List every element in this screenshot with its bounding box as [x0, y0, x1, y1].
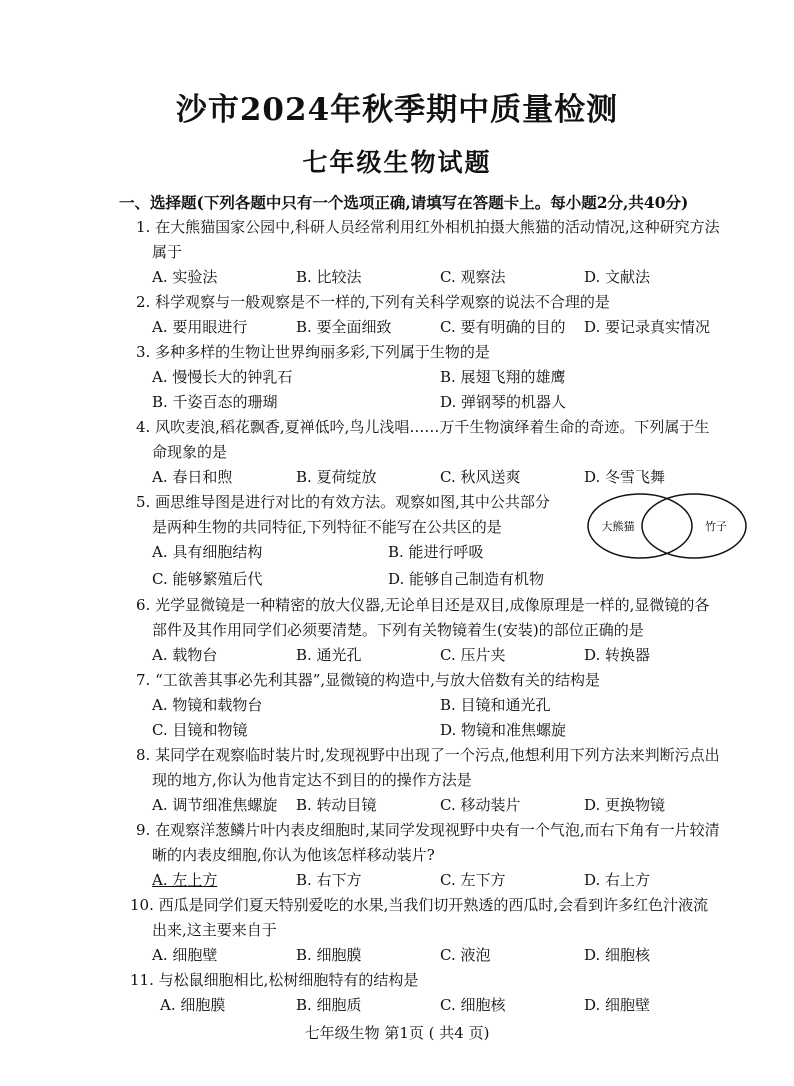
q5-option-d: D. 能够自己制造有机物 — [388, 570, 545, 588]
q9-option-d: D. 右上方 — [584, 871, 651, 889]
question-6-text-cont: 部件及其作用同学们必须要清楚。下列有关物镜着生(安装)的部位正确的是 — [152, 621, 644, 639]
q1-option-b: B. 比较法 — [296, 268, 362, 286]
question-9-text: 9. 在观察洋葱鳞片叶内表皮细胞时,某同学发现视野中央有一个气泡,而右下角有一片较清 — [136, 821, 720, 839]
q6-option-d: D. 转换器 — [584, 646, 651, 664]
question-2-text: 2. 科学观察与一般观察是不一样的,下列有关科学观察的说法不合理的是 — [136, 293, 610, 311]
question-5-text-cont: 是两种生物的共同特征,下列特征不能写在公共区的是 — [152, 518, 502, 536]
exam-title: 沙市2024年秋季期中质量检测 — [175, 92, 619, 128]
venn-right-circle — [642, 494, 746, 558]
page-footer: 七年级生物 第1页 ( 共4 页) — [304, 1024, 490, 1042]
q2-option-b: B. 要全面细致 — [296, 318, 392, 336]
q11-option-b: B. 细胞质 — [296, 996, 362, 1014]
q10-option-d: D. 细胞核 — [584, 946, 651, 964]
q1-option-c: C. 观察法 — [440, 268, 506, 286]
q4-option-b: B. 夏荷绽放 — [296, 468, 377, 486]
question-1-text: 1. 在大熊猫国家公园中,科研人员经常利用红外相机拍摄大熊猫的活动情况,这种研究方法 — [136, 218, 720, 236]
q10-option-b: B. 细胞膜 — [296, 946, 362, 964]
q1-option-d: D. 文献法 — [584, 268, 651, 286]
q7-option-c: C. 目镜和物镜 — [152, 721, 248, 739]
q10-option-c: C. 液泡 — [440, 946, 491, 964]
venn-diagram — [586, 492, 748, 560]
q2-option-a: A. 要用眼进行 — [152, 318, 248, 336]
q3-option-d: D. 弹钢琴的机器人 — [440, 393, 567, 411]
question-6-text: 6. 光学显微镜是一种精密的放大仪器,无论单目还是双目,成像原理是一样的,显微镜的各 — [136, 596, 710, 614]
q11-option-d: D. 细胞壁 — [584, 996, 651, 1014]
question-10-text: 10. 西瓜是同学们夏天特别爱吃的水果,当我们切开熟透的西瓜时,会看到许多红色汁液流 — [130, 896, 709, 914]
question-8-text-cont: 现的地方,你认为他肯定达不到目的的操作方法是 — [152, 771, 472, 789]
q6-option-c: C. 压片夹 — [440, 646, 506, 664]
q2-option-d: D. 要记录真实情况 — [584, 318, 711, 336]
q11-option-a: A. 细胞膜 — [160, 996, 226, 1014]
q10-option-a: A. 细胞壁 — [152, 946, 218, 964]
question-4-text-cont: 命现象的是 — [152, 443, 228, 461]
q3-option-b: B. 展翅飞翔的雄鹰 — [440, 368, 566, 386]
q8-option-a: A. 调节细准焦螺旋 — [152, 796, 278, 814]
q5-option-c: C. 能够繁殖后代 — [152, 570, 263, 588]
section-heading: 一、选择题(下列各题中只有一个选项正确,请填写在答题卡上。每小题2分,共40分) — [119, 193, 689, 212]
venn-right-label: 竹子 — [705, 520, 727, 533]
question-4-text: 4. 风吹麦浪,稻花飘香,夏禅低吟,鸟儿浅唱……万千生物演绎着生命的奇迹。下列属于生 — [136, 418, 710, 436]
question-1-text-cont: 属于 — [152, 243, 183, 261]
q11-option-c: C. 细胞核 — [440, 996, 506, 1014]
question-7-text: 7. “工欲善其事必先利其器”,显微镜的构造中,与放大倍数有关的结构是 — [136, 671, 600, 689]
q3-option-a: A. 慢慢长大的钟乳石 — [152, 368, 293, 386]
q9-option-b: B. 右下方 — [296, 871, 362, 889]
q4-option-a: A. 春日和煦 — [152, 468, 233, 486]
q6-option-a: A. 载物台 — [152, 646, 218, 664]
q3-option-c: B. 千姿百态的珊瑚 — [152, 393, 278, 411]
question-11-text: 11. 与松鼠细胞相比,松树细胞特有的结构是 — [130, 971, 419, 989]
q7-option-a: A. 物镜和载物台 — [152, 696, 263, 714]
q1-option-a: A. 实验法 — [152, 268, 218, 286]
q4-option-c: C. 秋风送爽 — [440, 468, 521, 486]
q9-option-a: A. 左上方 — [152, 871, 218, 889]
exam-subtitle: 七年级生物试题 — [302, 148, 492, 177]
q5-option-a: A. 具有细胞结构 — [152, 543, 263, 561]
q7-option-d: D. 物镜和准焦螺旋 — [440, 721, 567, 739]
question-5-text: 5. 画思维导图是进行对比的有效方法。观察如图,其中公共部分 — [136, 493, 550, 511]
q8-option-d: D. 更换物镜 — [584, 796, 666, 814]
question-9-text-cont: 晰的内表皮细胞,你认为他该怎样移动装片? — [152, 846, 435, 864]
q2-option-c: C. 要有明确的目的 — [440, 318, 566, 336]
q4-option-d: D. 冬雪飞舞 — [584, 468, 666, 486]
venn-left-label: 大熊猫 — [601, 520, 635, 533]
q8-option-b: B. 转动目镜 — [296, 796, 377, 814]
q5-option-b: B. 能进行呼吸 — [388, 543, 484, 561]
q8-option-c: C. 移动装片 — [440, 796, 521, 814]
question-8-text: 8. 某同学在观察临时装片时,发现视野中出现了一个污点,他想利用下列方法来判断污点出 — [136, 746, 720, 764]
q6-option-b: B. 通光孔 — [296, 646, 362, 664]
question-3-text: 3. 多种多样的生物让世界绚丽多彩,下列属于生物的是 — [136, 343, 490, 361]
question-10-text-cont: 出来,这主要来自于 — [152, 921, 277, 939]
q9-option-c: C. 左下方 — [440, 871, 506, 889]
q7-option-b: B. 目镜和通光孔 — [440, 696, 551, 714]
